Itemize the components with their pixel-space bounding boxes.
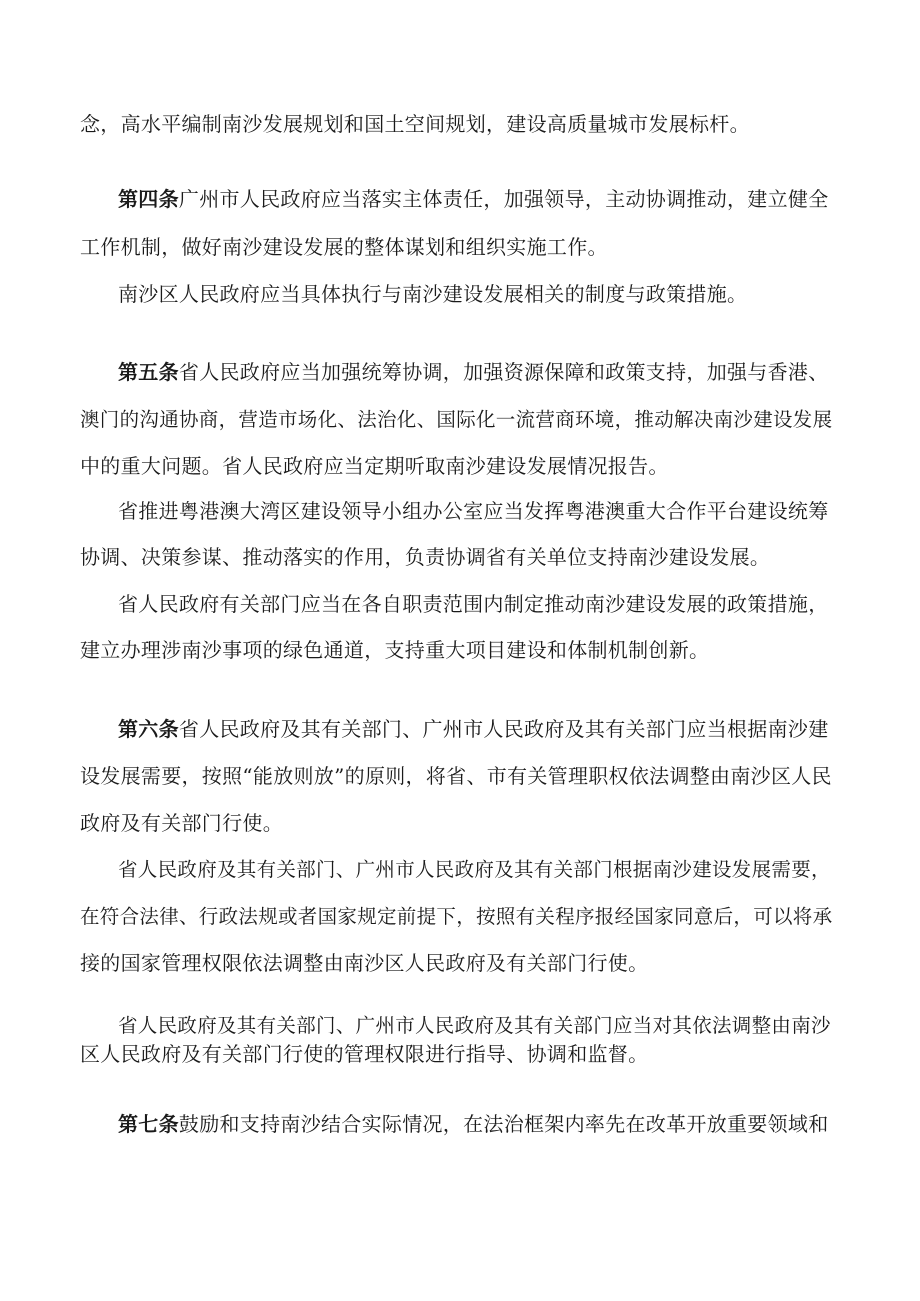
article-6-line-2: 设发展需要，按照“能放则放”的原则，将省、市有关管理职权依法调整由南沙区人民 xyxy=(80,764,832,788)
article-6-para-3-line-1: 省人民政府及其有关部门、广州市人民政府及其有关部门应当对其依法调整由南沙 xyxy=(118,1014,831,1037)
article-6-para-2-line-3: 接的国家管理权限依法调整由南沙区人民政府及有关部门行使。 xyxy=(80,951,649,975)
article-5-text: 省人民政府应当加强统筹协调，加强资源保障和政策支持，加强与香港、 xyxy=(178,360,829,384)
article-5-heading: 第五条 xyxy=(118,360,179,384)
article-7-heading: 第七条 xyxy=(118,1112,179,1136)
article-7-text: 鼓励和支持南沙结合实际情况，在法治框架内率先在改革开放重要领域和 xyxy=(178,1112,829,1136)
article-5-para-3-line-2: 建立办理涉南沙事项的绿色通道，支持重大项目建设和体制机制创新。 xyxy=(80,638,710,662)
article-5-para-2-line-1: 省推进粤港澳大湾区建设领导小组办公室应当发挥粤港澳重大合作平台建设统筹 xyxy=(118,499,829,523)
article-5-line-2: 澳门的沟通协商，营造市场化、法治化、国际化一流营商环境，推动解决南沙建设发展 xyxy=(80,408,833,431)
article-6-line-3: 政府及有关部门行使。 xyxy=(80,811,283,835)
article-5-line-3: 中的重大问题。省人民政府应当定期听取南沙建设发展情况报告。 xyxy=(80,454,669,478)
article-4-line-2: 工作机制，做好南沙建设发展的整体谋划和组织实施工作。 xyxy=(80,235,608,259)
article-5-para-2-line-2: 协调、决策参谋、推动落实的作用，负责协调省有关单位支持南沙建设发展。 xyxy=(80,545,771,569)
article-6-para-3-line-2: 区人民政府及有关部门行使的管理权限进行指导、协调和监督。 xyxy=(80,1042,649,1066)
article-4-text: 广州市人民政府应当落实主体责任，加强领导，主动协调推动，建立健全 xyxy=(178,187,829,211)
article-4-heading: 第四条 xyxy=(118,187,179,211)
article-6-line-1 xyxy=(118,715,840,743)
article-6-heading: 第六条 xyxy=(118,717,179,741)
article-6-text: 省人民政府及其有关部门、广州市人民政府及其有关部门应当根据南沙建 xyxy=(178,717,829,741)
article-3-tail: 念，高水平编制南沙发展规划和国土空间规划，建设高质量城市发展标杆。 xyxy=(80,112,750,136)
article-4-para-2: 南沙区人民政府应当具体执行与南沙建设发展相关的制度与政策措施。 xyxy=(118,282,748,306)
article-7-line-1 xyxy=(118,1110,840,1138)
article-5-para-3-line-1: 省人民政府有关部门应当在各自职责范围内制定推动南沙建设发展的政策措施， xyxy=(118,592,829,616)
article-5-line-1 xyxy=(118,358,840,386)
article-6-para-2-line-1: 省人民政府及其有关部门、广州市人民政府及其有关部门根据南沙建设发展需要， xyxy=(118,858,831,881)
article-4-line-1 xyxy=(118,185,840,213)
article-6-para-2-line-2: 在符合法律、行政法规或者国家规定前提下，按照有关程序报经国家同意后，可以将承 xyxy=(80,905,833,928)
